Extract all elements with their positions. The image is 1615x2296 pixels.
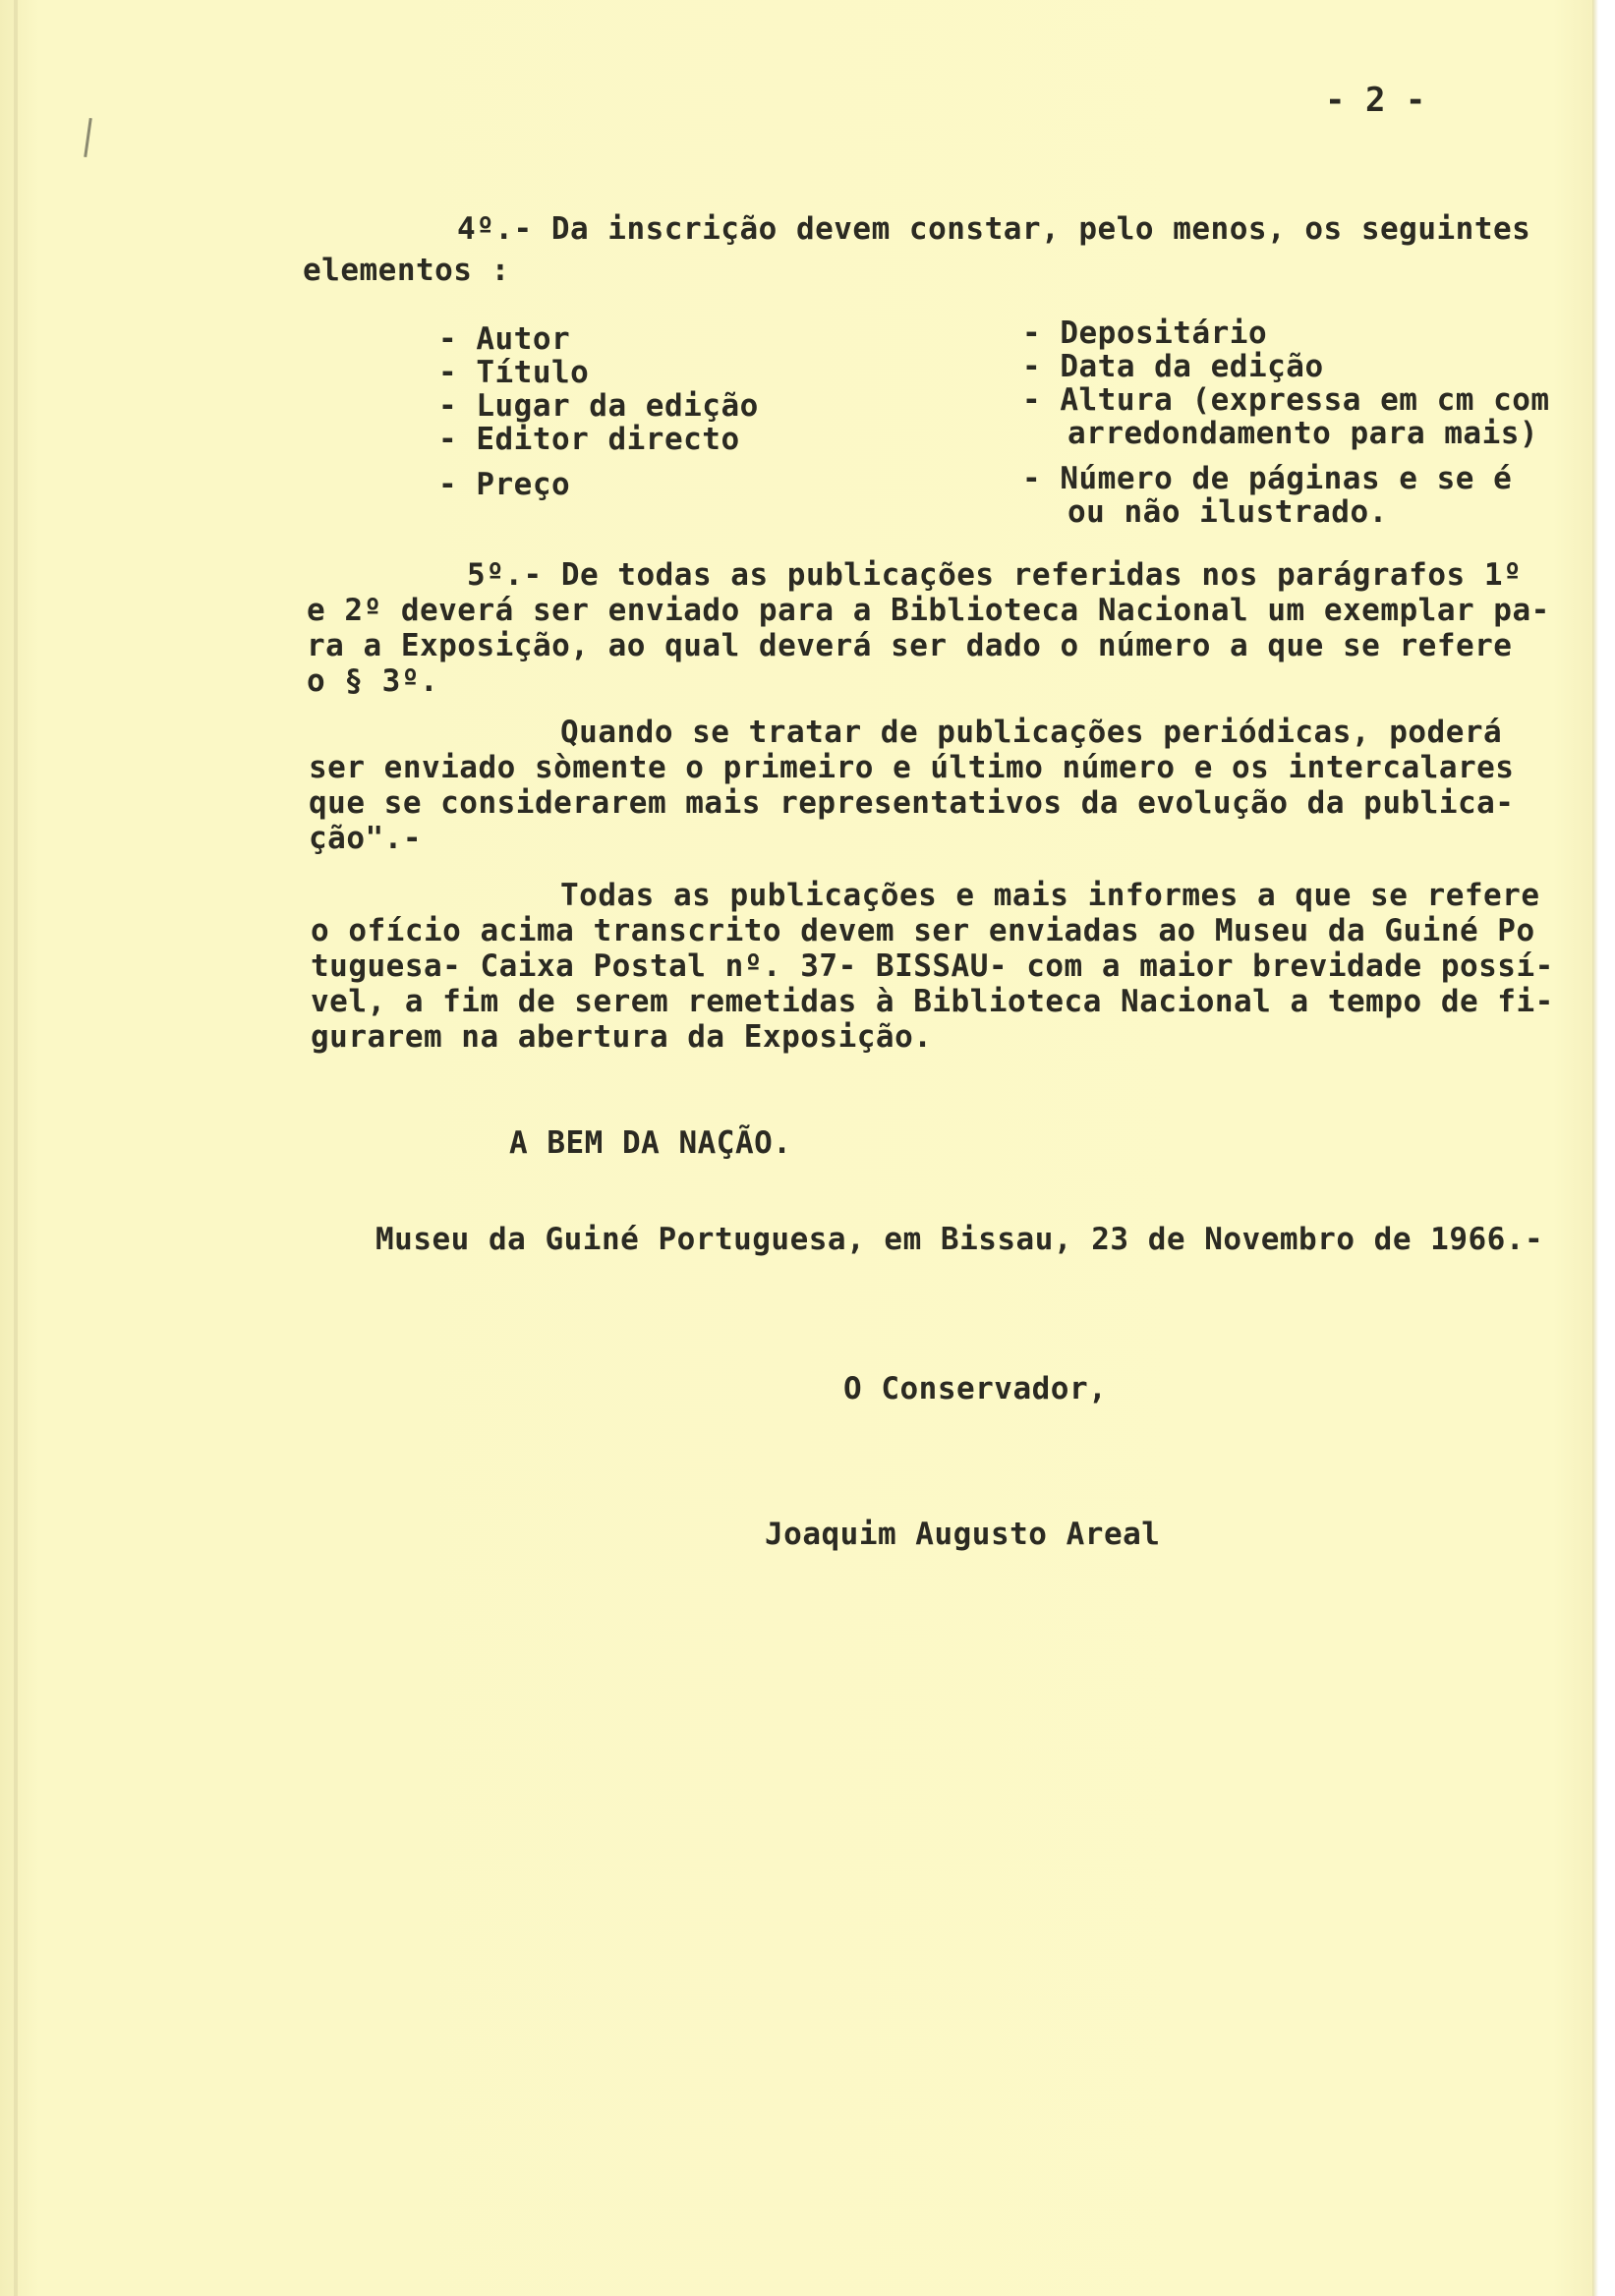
element-item-paginas-cont: ou não ilustrado. xyxy=(1067,494,1388,530)
p7-line-4: vel, a fim de serem remetidas à Biblioteca Nacional a tempo de fi- xyxy=(311,984,1554,1019)
element-item-titulo: - Título xyxy=(438,355,590,390)
signature-name: Joaquim Augusto Areal xyxy=(765,1517,1161,1552)
element-item-preco: - Preço xyxy=(438,467,571,502)
p5-line-2: e 2º deverá ser enviado para a Biblioteca Nacional um exemplar pa- xyxy=(307,593,1550,628)
paper-fold xyxy=(14,0,18,2296)
page-number: - 2 - xyxy=(1325,81,1426,120)
page-edge xyxy=(1592,0,1615,2296)
element-item-altura-cont: arredondamento para mais) xyxy=(1067,416,1539,451)
element-item-altura: - Altura (expressa em cm com xyxy=(1022,382,1550,418)
element-item-depositario: - Depositário xyxy=(1022,316,1268,351)
p6-line-3: que se considerarem mais representativos da evolução da publica- xyxy=(309,785,1515,821)
element-item-paginas: - Número de páginas e se é xyxy=(1022,461,1513,496)
p5-line-3: ra a Exposição, ao qual deverá ser dado o número a que se refere xyxy=(307,628,1513,663)
element-item-autor: - Autor xyxy=(438,321,571,357)
p7-line-5: gurarem na abertura da Exposição. xyxy=(311,1019,933,1055)
element-item-lugar: - Lugar da edição xyxy=(438,388,759,424)
p4-line-2: elementos : xyxy=(303,253,510,288)
p6-line-1: Quando se tratar de publicações periódicas, poderá xyxy=(560,715,1503,750)
signature-title: O Conservador, xyxy=(843,1371,1108,1406)
p5-line-1: 5º.- De todas as publicações referidas nos parágrafos 1º xyxy=(467,557,1523,593)
element-item-data: - Data da edição xyxy=(1022,349,1324,384)
element-item-editor: - Editor directo xyxy=(438,422,740,457)
closing-salutation: A BEM DA NAÇÃO. xyxy=(509,1125,792,1161)
p6-line-4: ção".- xyxy=(309,821,422,856)
p4-line-1: 4º.- Da inscrição devem constar, pelo menos, os seguintes xyxy=(457,211,1531,247)
p5-line-4: o § 3º. xyxy=(307,663,439,699)
date-line: Museu da Guiné Portuguesa, em Bissau, 23 de Novembro de 1966.- xyxy=(375,1222,1544,1257)
p7-line-1: Todas as publicações e mais informes a que se refere xyxy=(560,878,1540,913)
p6-line-2: ser enviado sòmente o primeiro e último número e os intercalares xyxy=(309,750,1515,785)
p7-line-3: tuguesa- Caixa Postal nº. 37- BISSAU- com a maior brevidade possí- xyxy=(311,948,1554,984)
p7-line-2: o ofício acima transcrito devem ser enviadas ao Museu da Guiné Po xyxy=(311,913,1535,948)
